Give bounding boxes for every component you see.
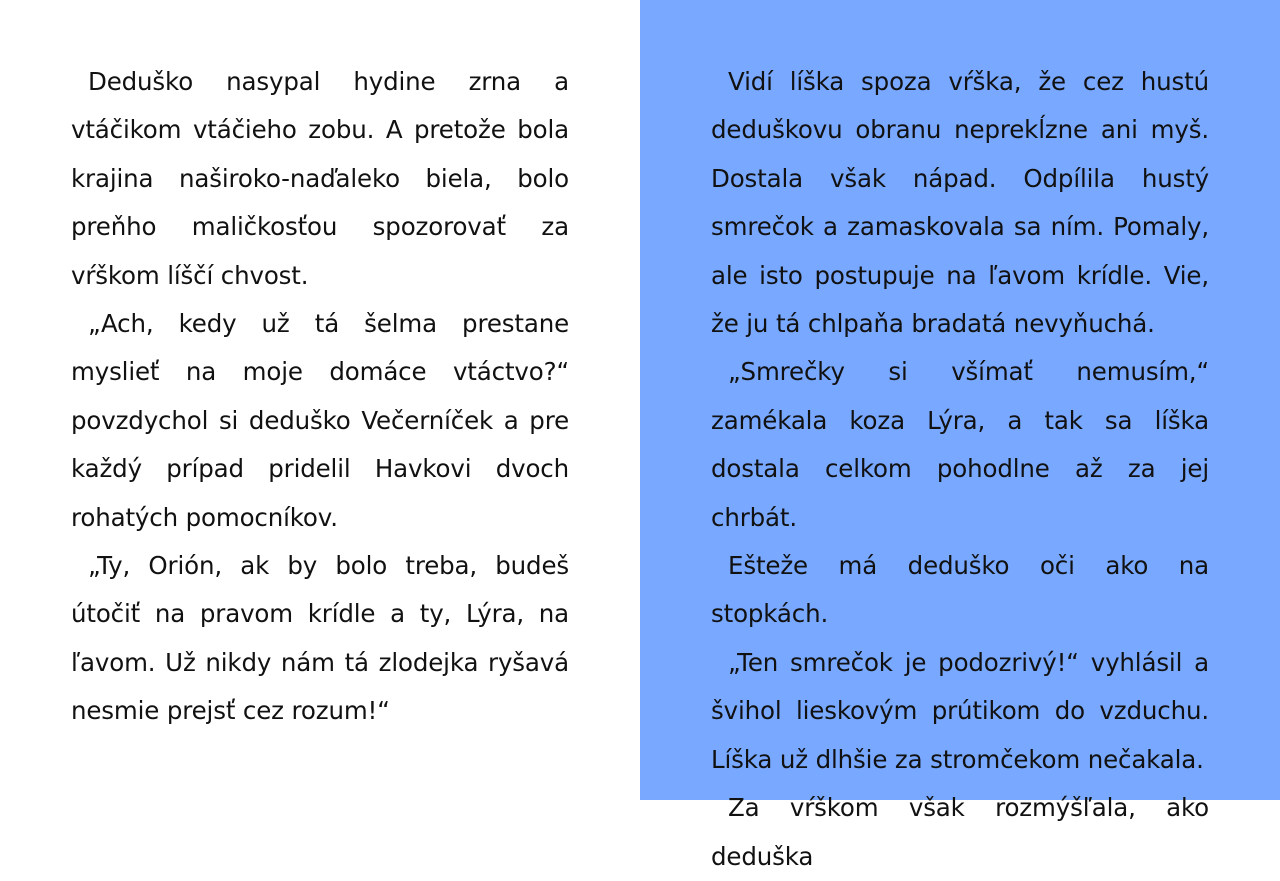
right-paragraph-4: „Ten smrečok je podozrivý!“ vyhlásil a švihol lieskovým prútikom do vzduchu. Líška už dlhšie za stromčekom nečakala.: [711, 647, 1209, 774]
left-page: [0, 0, 640, 800]
right-paragraph-3: Ešteže má deduško oči ako na stopkách.: [711, 551, 1209, 629]
right-page: [640, 0, 1280, 871]
right-paragraph-5: Za vŕškom však rozmýšľala, ako deduška: [711, 793, 1209, 871]
left-paragraph-2: „Ach, kedy už tá šelma prestane myslieť na moje domáce vtáctvo?“ povzdychol si deduško Večerníček a pre každý prípad pridelil Havkovi dvoch rohatých pomocníkov.: [71, 309, 569, 532]
right-paragraph-2: „Smrečky si všímať nemusím,“ zamékala koza Lýra, a tak sa líška dostala celkom pohodlne až za jej chrbát.: [711, 357, 1209, 532]
right-paragraph-1: Vidí líška spoza vŕška, že cez hustú deduškovu obranu neprekĺzne ani myš. Dostala však nápad. Odpílila hustý smrečok a zamaskovala sa ním. Pomaly, ale isto postupuje na ľavom krídle. Vie, že ju tá chlpaňa bradatá nevyňuchá.: [711, 67, 1209, 339]
left-paragraph-3: „Ty, Orión, ak by bolo treba, budeš útočiť na pravom krídle a ty, Lýra, na ľavom. Už nikdy nám tá zlodejka ryšavá nesmie prejsť cez rozum!“: [71, 551, 569, 726]
left-paragraph-1: Deduško nasypal hydine zrna a vtáčikom vtáčieho zobu. A pretože bola krajina naširoko-naďaleko biela, bolo preňho maličkosťou spozorovať za vŕškom líščí chvost.: [71, 67, 569, 290]
